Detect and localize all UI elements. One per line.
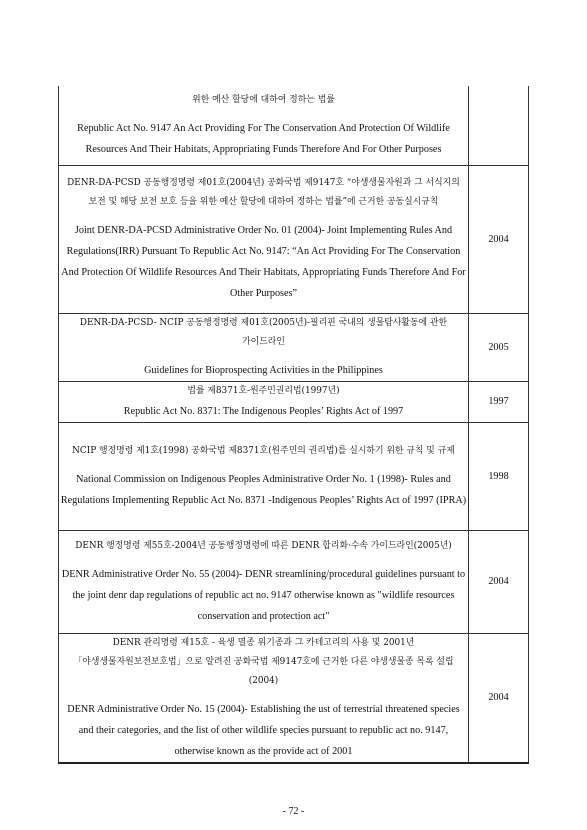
table-row	[59, 313, 529, 381]
law-title-cell	[59, 86, 469, 165]
law-title-cell	[59, 633, 469, 763]
year-cell: 2004	[469, 633, 529, 763]
year-cell: 1997	[469, 381, 529, 422]
law-title-english: DENR Administrative Order No. 55 (2004)- DENR streamlining/procedural guidelines pursuant to the joint denr dap regulations of republic act no. 9147 otherwise known as "wildlife resources conservation and protection act"	[61, 568, 466, 622]
law-title-english: DENR Administrative Order No. 15 (2004)- Establishing the ust of terrestrial threatened species and their categories, and the list of other wildlife species pursuant to republic act no. 9147, otherwise known as the provide act of 2001	[67, 703, 460, 757]
law-title-korean: 위한 예산 할당에 대하여 정하는 법률	[192, 94, 335, 105]
law-title-korean: 법률 제8371호-원주민권리법(1997년)	[187, 385, 340, 396]
law-title-korean: DENR-DA-PCSD 공동행정명령 제01호(2004년) 공화국법 제9147호 “야생생물자원과 그 서식지의 보전 및 해당 보전 보호 등을 위한 예산 할당에 대하여 정하는 법률”에 근거한 공동실시규칙	[67, 178, 460, 207]
year-cell: 1998	[469, 422, 529, 530]
page-number: - 72 -	[282, 806, 305, 817]
table-row	[59, 633, 529, 763]
table-row	[59, 165, 529, 313]
table-row	[59, 422, 529, 530]
table-row	[59, 381, 529, 422]
table-row	[59, 530, 529, 633]
year-cell: 2005	[469, 313, 529, 381]
year-cell: 2004	[469, 530, 529, 633]
law-title-english: Republic Act No. 8371: The Indigenous Peoples’ Rights Act of 1997	[123, 405, 404, 417]
law-title-english: Republic Act No. 9147 An Act Providing For The Conservation And Protection Of Wildlife Resources And Their Habitats, Appropriating Funds Therefore And For Other Purposes	[77, 122, 450, 155]
law-title-english: National Commission on Indigenous Peoples Administrative Order No. 1 (1998)- Rules and Regulations Implementing Republic Act No. 8371 -Indigenous Peoples’ Rights Act of 1997 (IPRA)	[60, 473, 467, 506]
law-title-cell	[59, 165, 469, 313]
law-title-korean: DENR-DA-PCSD- NCIP 공동행정명령 제01호(2005년)-필리핀 국내의 생물탐사활동에 관한 가이드라인	[79, 317, 448, 347]
law-title-korean: DENR 행정명령 제55호-2004년 공동행정명령에 따른 DENR 합리화·수속 가이드라인(2005년)	[75, 540, 452, 551]
law-title-korean: NCIP 행정명령 제1호(1998) 공화국법 제8371호(원주민의 권리법)를 실시하기 위한 규칙 및 규제	[72, 445, 455, 456]
table-row	[59, 86, 529, 165]
law-title-cell	[59, 530, 469, 633]
law-title-korean: DENR 관리명령 제15호 - 육생 멸종 위기종과 그 카테고리의 사용 및 2001년 「야생생물자원보전보호법」으로 알려진 공화국법 제9147호에 근거한 다른 야생생물종 목록 설립 (2004)	[73, 637, 454, 686]
law-title-english: Joint DENR-DA-PCSD Administrative Order No. 01 (2004)- Joint Implementing Rules And Regulations(IRR) Pursuant To Republic Act No. 9147: “An Act Providing For The Conservation And Protection Of Wildlife Resources And Their Habitats, Appropriating Funds Therefore And For Other Purposes”	[61, 225, 466, 299]
law-title-cell	[59, 313, 469, 381]
law-title-english: Guidelines for Bioprospecting Activities in the Philippines	[144, 364, 383, 376]
year-cell: 2004	[469, 165, 529, 313]
law-title-cell	[59, 422, 469, 530]
year-cell	[469, 86, 529, 165]
law-title-cell	[59, 381, 469, 422]
law-table	[58, 86, 529, 764]
